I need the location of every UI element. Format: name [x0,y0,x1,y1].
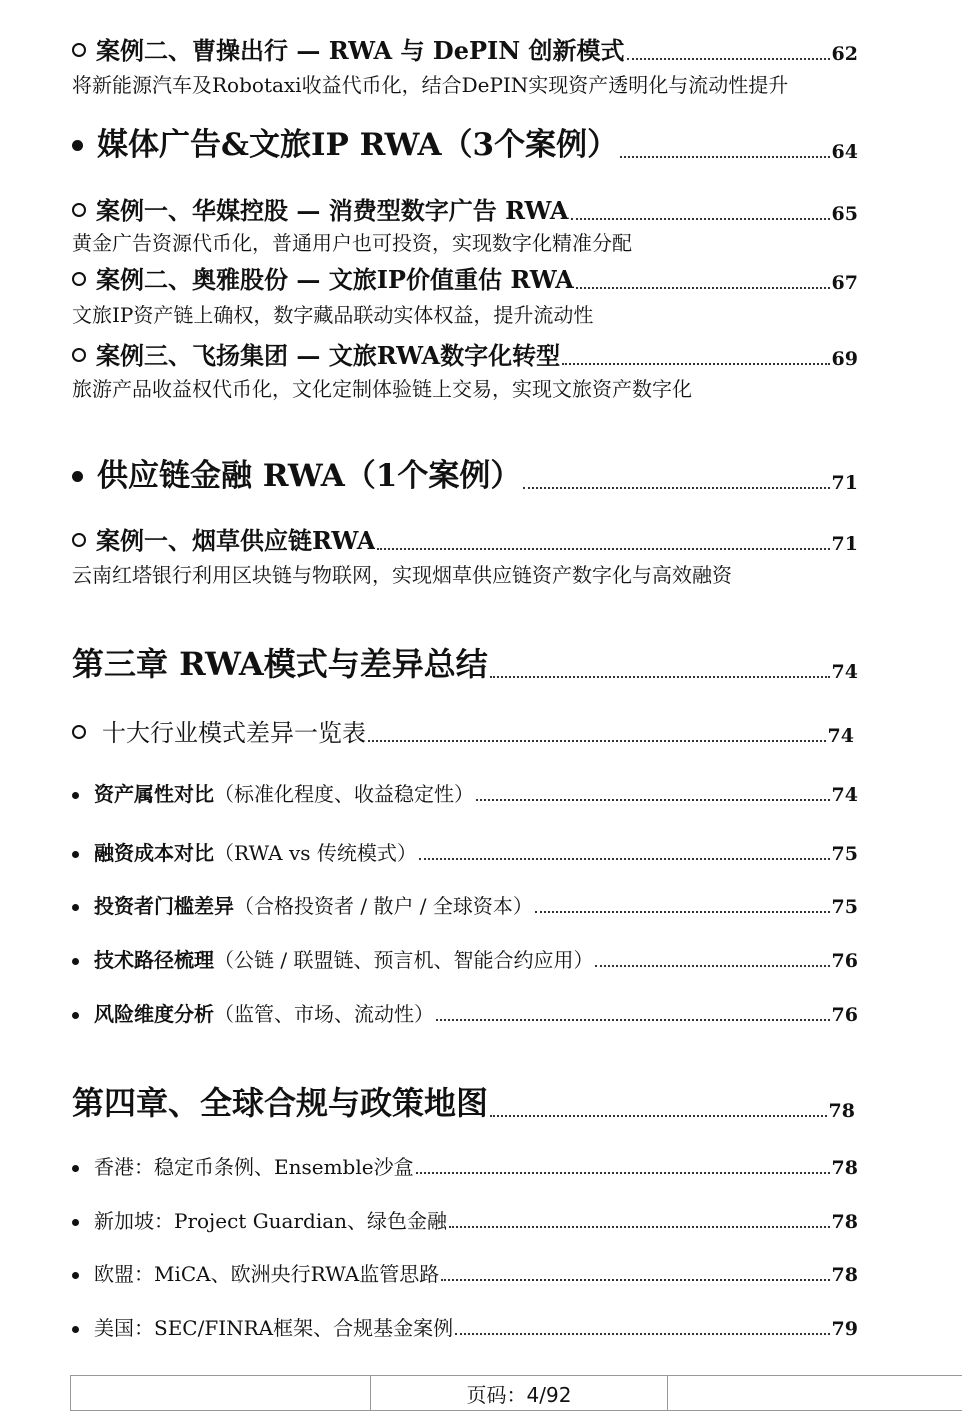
toc-subentry-title: 欧盟：MiCA、欧洲央行RWA监管思路 [94,1262,440,1286]
toc-subentry-topic: 技术路径梳理 [94,948,214,972]
dot-leader [535,911,830,913]
toc-subentry[interactable] [72,840,858,866]
small-bullet-icon [72,1012,79,1019]
open-circle-bullet-icon [72,203,86,217]
dot-leader [377,548,829,550]
toc-page-number: 78 [831,1157,858,1179]
toc-subentry-topic: 风险维度分析 [94,1002,214,1026]
dot-leader [595,965,829,967]
dot-leader [476,799,830,801]
toc-subentry[interactable] [72,1261,858,1287]
toc-entry[interactable] [72,718,854,748]
toc-chapter-title: 第四章、全球合规与政策地图 [72,1084,489,1122]
toc-section-title: 媒体广告&文旅IP RWA（3个案例） [97,127,619,163]
open-circle-bullet-icon [72,43,86,57]
dot-leader [441,1279,829,1281]
toc-subentry-title: 新加坡：Project Guardian、绿色金融 [94,1209,448,1233]
toc-subentry-title [94,840,417,866]
toc-page-number: 75 [831,896,858,918]
toc-page-number: 78 [828,1100,855,1122]
toc-subentry[interactable] [72,781,858,807]
toc-subentry-detail: （合格投资者 / 散户 / 全球资本） [234,894,533,918]
dot-leader [419,858,830,860]
toc-entry-title: 案例一、华媒控股 — 消费型数字广告 RWA [96,196,569,225]
dot-leader [490,1115,827,1117]
toc-section-heading[interactable] [72,126,858,164]
toc-section-title: 供应链金融 RWA（1个案例） [97,458,522,494]
open-circle-bullet-icon [72,533,86,547]
toc-subentry-topic: 资产属性对比 [94,782,214,806]
toc-entry-title: 案例一、烟草供应链RWA [96,526,376,555]
open-circle-bullet-icon [72,272,86,286]
small-bullet-icon [72,1272,79,1279]
toc-entry-description: 将新能源汽车及Robotaxi收益代币化，结合DePIN实现资产透明化与流动性提升 [72,73,789,97]
toc-subentry-title: 美国：SEC/FINRA框架、合规基金案例 [94,1316,454,1340]
toc-page-number: 74 [827,725,854,747]
toc-chapter-title: 第三章 RWA模式与差异总结 [72,645,488,683]
dot-leader [490,676,830,678]
toc-page-number: 76 [831,950,858,972]
toc-page-number: 74 [831,784,858,806]
small-bullet-icon [72,1165,79,1172]
toc-page-number: 79 [831,1318,858,1340]
toc-subentry-title: 香港：稳定币条例、Ensemble沙盒 [94,1155,414,1179]
dot-leader [436,1019,830,1021]
filled-bullet-icon [72,471,83,482]
toc-subentry-detail: （RWA vs 传统模式） [214,841,417,865]
dot-leader [416,1172,830,1174]
toc-entry-description: 旅游产品收益权代币化，文化定制体验链上交易，实现文旅资产数字化 [72,377,692,401]
open-circle-bullet-icon [72,348,86,362]
toc-subentry[interactable] [72,1001,858,1027]
toc-entry[interactable] [72,196,858,226]
toc-subentry-detail: （监管、市场、流动性） [214,1002,434,1026]
toc-entry[interactable] [72,36,858,66]
small-bullet-icon [72,904,79,911]
footer-cell-left [71,1376,371,1410]
toc-subentry-title [94,1001,434,1027]
toc-subentry-topic: 融资成本对比 [94,841,214,865]
toc-subentry[interactable] [72,1154,858,1180]
page-number-label: 页码：4/92 [371,1376,668,1410]
small-bullet-icon [72,792,79,799]
toc-subentry-detail: （公链 / 联盟链、预言机、智能合约应用） [214,948,594,972]
toc-entry-title: 十大行业模式差异一览表 [102,719,366,747]
toc-chapter-heading[interactable] [72,1083,855,1123]
toc-subentry-title [94,893,533,919]
dot-leader [576,287,830,289]
dot-leader [620,156,829,158]
toc-page-number: 65 [831,203,858,225]
toc-chapter-heading[interactable] [72,644,858,684]
toc-page-number: 75 [831,843,858,865]
toc-entry[interactable] [72,265,858,295]
toc-page-number: 76 [831,1004,858,1026]
page-footer [70,1375,962,1411]
small-bullet-icon [72,851,79,858]
toc-entry[interactable] [72,341,858,371]
toc-entry-description: 黄金广告资源代币化，普通用户也可投资，实现数字化精准分配 [72,231,632,255]
toc-subentry[interactable] [72,1208,858,1234]
toc-entry-title: 案例二、奥雅股份 — 文旅IP价值重估 RWA [96,265,574,294]
toc-page-number: 71 [831,533,858,555]
footer-cell-right [668,1376,962,1410]
toc-entry-description: 文旅IP资产链上确权，数字藏品联动实体权益，提升流动性 [72,303,594,327]
toc-page-number: 69 [831,348,858,370]
small-bullet-icon [72,958,79,965]
toc-section-heading[interactable] [72,457,858,495]
toc-subentry-title [94,947,593,973]
toc-subentry-detail: （标准化程度、收益稳定性） [214,782,474,806]
toc-subentry[interactable] [72,1315,858,1341]
dot-leader [627,58,830,60]
dot-leader [455,1333,829,1335]
toc-subentry-topic: 投资者门槛差异 [94,894,234,918]
toc-subentry[interactable] [72,893,858,919]
toc-page-number: 74 [831,661,858,683]
open-circle-bullet-icon [72,725,86,739]
filled-bullet-icon [72,140,83,151]
toc-subentry[interactable] [72,947,858,973]
toc-page-number: 62 [831,43,858,65]
toc-page-number: 78 [831,1211,858,1233]
dot-leader [571,218,830,220]
toc-entry[interactable] [72,526,858,556]
dot-leader [449,1226,830,1228]
dot-leader [523,487,829,489]
dot-leader [368,740,826,742]
toc-page-number: 67 [831,272,858,294]
toc-page-number: 78 [831,1264,858,1286]
toc-entry-title: 案例二、曹操出行 — RWA 与 DePIN 创新模式 [96,36,625,65]
small-bullet-icon [72,1326,79,1333]
toc-entry-title: 案例三、飞扬集团 — 文旅RWA数字化转型 [96,341,561,370]
toc-entry-description: 云南红塔银行利用区块链与物联网，实现烟草供应链资产数字化与高效融资 [72,563,732,587]
dot-leader [562,363,829,365]
small-bullet-icon [72,1219,79,1226]
toc-subentry-title [94,781,474,807]
toc-page-number: 64 [831,141,858,163]
toc-page-number: 71 [831,472,858,494]
